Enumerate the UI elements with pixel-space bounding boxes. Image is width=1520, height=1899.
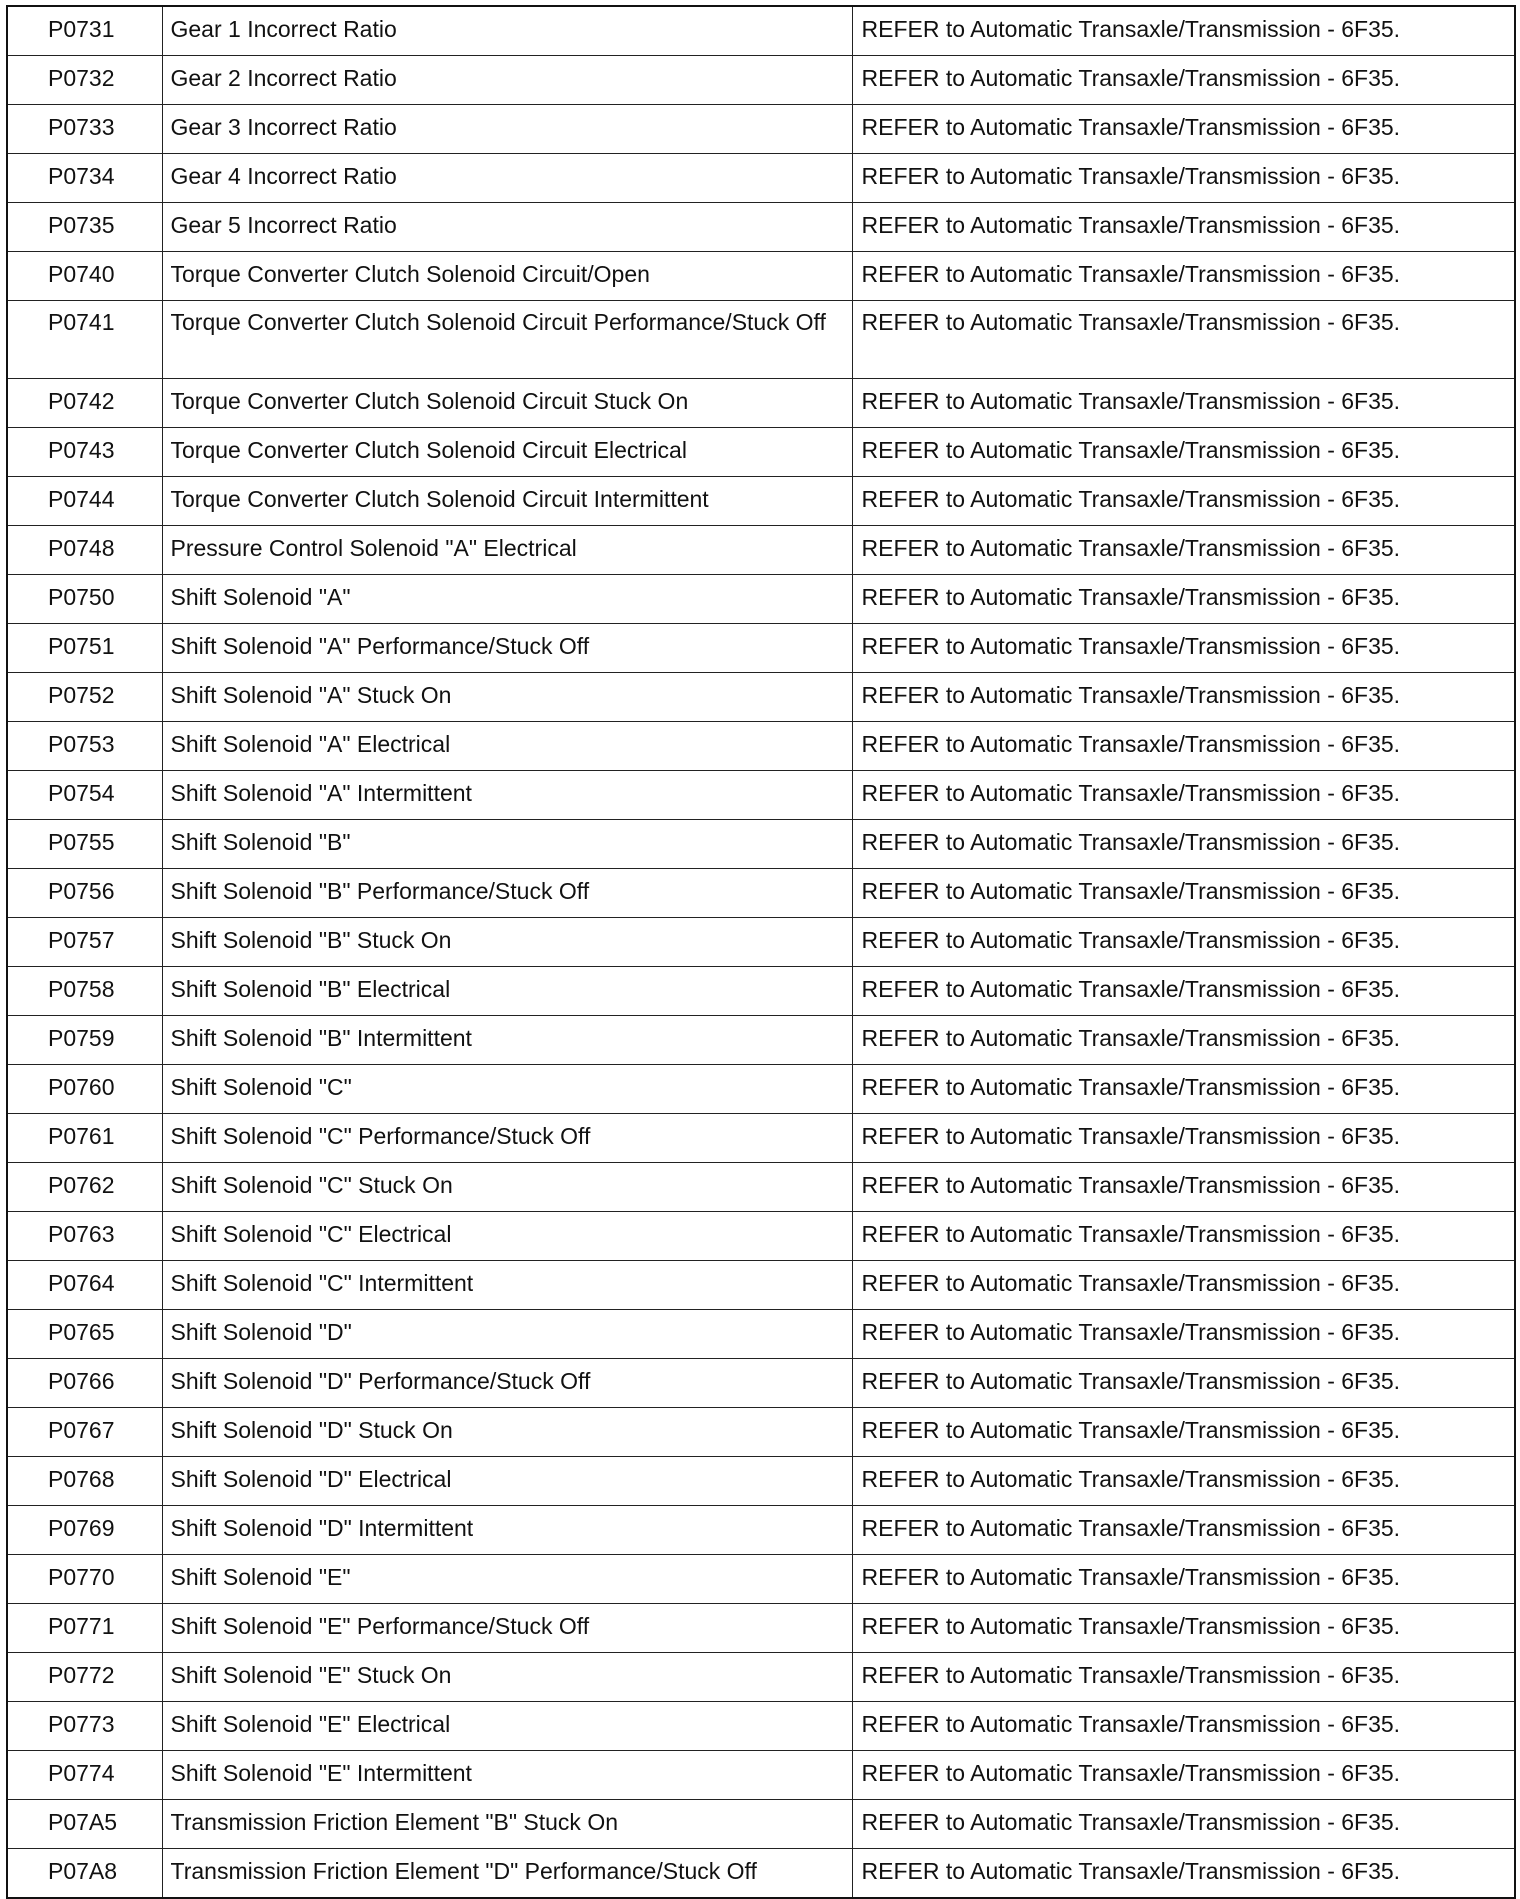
dtc-description-cell: Gear 4 Incorrect Ratio [162, 154, 852, 203]
table-row [7, 1849, 1515, 1899]
dtc-code-cell: P0735 [7, 203, 162, 252]
dtc-description-cell: Gear 3 Incorrect Ratio [162, 105, 852, 154]
dtc-code-cell: P0758 [7, 967, 162, 1016]
dtc-code-cell: P0772 [7, 1653, 162, 1702]
table-row [7, 624, 1515, 673]
table-row [7, 575, 1515, 624]
dtc-code-cell: P0750 [7, 575, 162, 624]
table-row [7, 673, 1515, 722]
dtc-action-cell: REFER to Automatic Transaxle/Transmission - 6F35. [852, 301, 1515, 379]
dtc-code-cell: P0759 [7, 1016, 162, 1065]
table-row [7, 1408, 1515, 1457]
table-row [7, 771, 1515, 820]
dtc-code-cell: P0766 [7, 1359, 162, 1408]
dtc-description-cell: Shift Solenoid "A" Electrical [162, 722, 852, 771]
table-row [7, 918, 1515, 967]
dtc-description-cell: Torque Converter Clutch Solenoid Circuit Electrical [162, 428, 852, 477]
dtc-description-cell: Shift Solenoid "B" [162, 820, 852, 869]
table-row [7, 105, 1515, 154]
dtc-action-cell: REFER to Automatic Transaxle/Transmission - 6F35. [852, 1212, 1515, 1261]
dtc-description-cell: Shift Solenoid "D" Electrical [162, 1457, 852, 1506]
table-row [7, 869, 1515, 918]
dtc-code-cell: P0743 [7, 428, 162, 477]
document-page [6, 5, 1514, 1884]
dtc-table-body [7, 6, 1515, 1898]
dtc-action-cell: REFER to Automatic Transaxle/Transmission - 6F35. [852, 526, 1515, 575]
dtc-code-cell: P0741 [7, 301, 162, 379]
dtc-description-cell: Shift Solenoid "C" Electrical [162, 1212, 852, 1261]
dtc-description-cell: Shift Solenoid "C" Intermittent [162, 1261, 852, 1310]
dtc-code-cell: P0740 [7, 252, 162, 301]
dtc-action-cell: REFER to Automatic Transaxle/Transmission - 6F35. [852, 1751, 1515, 1800]
dtc-description-cell: Pressure Control Solenoid "A" Electrical [162, 526, 852, 575]
dtc-description-cell: Gear 1 Incorrect Ratio [162, 6, 852, 56]
dtc-code-cell: P0761 [7, 1114, 162, 1163]
dtc-code-cell: P0767 [7, 1408, 162, 1457]
dtc-description-cell: Torque Converter Clutch Solenoid Circuit Intermittent [162, 477, 852, 526]
dtc-code-cell: P0768 [7, 1457, 162, 1506]
table-row [7, 154, 1515, 203]
dtc-description-cell: Shift Solenoid "B" Performance/Stuck Off [162, 869, 852, 918]
dtc-action-cell: REFER to Automatic Transaxle/Transmission - 6F35. [852, 1016, 1515, 1065]
dtc-action-cell: REFER to Automatic Transaxle/Transmission - 6F35. [852, 624, 1515, 673]
dtc-action-cell: REFER to Automatic Transaxle/Transmission - 6F35. [852, 1114, 1515, 1163]
dtc-description-cell: Shift Solenoid "B" Electrical [162, 967, 852, 1016]
dtc-action-cell: REFER to Automatic Transaxle/Transmission - 6F35. [852, 1457, 1515, 1506]
table-row [7, 1702, 1515, 1751]
dtc-code-cell: P0774 [7, 1751, 162, 1800]
table-row [7, 967, 1515, 1016]
dtc-code-cell: P0733 [7, 105, 162, 154]
dtc-description-cell: Shift Solenoid "E" Electrical [162, 1702, 852, 1751]
dtc-code-cell: P0771 [7, 1604, 162, 1653]
table-row [7, 1163, 1515, 1212]
dtc-description-cell: Shift Solenoid "C" Performance/Stuck Off [162, 1114, 852, 1163]
dtc-description-cell: Torque Converter Clutch Solenoid Circuit Stuck On [162, 379, 852, 428]
table-row [7, 252, 1515, 301]
dtc-description-cell: Shift Solenoid "A" Stuck On [162, 673, 852, 722]
dtc-action-cell: REFER to Automatic Transaxle/Transmission - 6F35. [852, 722, 1515, 771]
dtc-description-cell: Transmission Friction Element "B" Stuck On [162, 1800, 852, 1849]
table-row [7, 477, 1515, 526]
dtc-action-cell: REFER to Automatic Transaxle/Transmission - 6F35. [852, 1408, 1515, 1457]
dtc-code-cell: P0731 [7, 6, 162, 56]
dtc-code-cell: P0744 [7, 477, 162, 526]
dtc-action-cell: REFER to Automatic Transaxle/Transmission - 6F35. [852, 1800, 1515, 1849]
dtc-description-cell: Shift Solenoid "A" Performance/Stuck Off [162, 624, 852, 673]
table-row [7, 1800, 1515, 1849]
table-row [7, 56, 1515, 105]
dtc-action-cell: REFER to Automatic Transaxle/Transmission - 6F35. [852, 1261, 1515, 1310]
dtc-action-cell: REFER to Automatic Transaxle/Transmission - 6F35. [852, 1163, 1515, 1212]
dtc-description-cell: Shift Solenoid "B" Intermittent [162, 1016, 852, 1065]
table-row [7, 428, 1515, 477]
dtc-code-cell: P0762 [7, 1163, 162, 1212]
table-row [7, 1114, 1515, 1163]
dtc-action-cell: REFER to Automatic Transaxle/Transmission - 6F35. [852, 575, 1515, 624]
dtc-description-cell: Shift Solenoid "C" Stuck On [162, 1163, 852, 1212]
dtc-code-cell: P0764 [7, 1261, 162, 1310]
dtc-description-cell: Shift Solenoid "D" Stuck On [162, 1408, 852, 1457]
dtc-action-cell: REFER to Automatic Transaxle/Transmission - 6F35. [852, 1653, 1515, 1702]
dtc-code-cell: P07A8 [7, 1849, 162, 1899]
dtc-code-cell: P0742 [7, 379, 162, 428]
dtc-description-cell: Transmission Friction Element "D" Performance/Stuck Off [162, 1849, 852, 1899]
dtc-code-cell: P0732 [7, 56, 162, 105]
table-row [7, 6, 1515, 56]
dtc-action-cell: REFER to Automatic Transaxle/Transmission - 6F35. [852, 820, 1515, 869]
table-row [7, 1359, 1515, 1408]
dtc-action-cell: REFER to Automatic Transaxle/Transmission - 6F35. [852, 203, 1515, 252]
dtc-code-cell: P0754 [7, 771, 162, 820]
dtc-description-cell: Shift Solenoid "A" [162, 575, 852, 624]
dtc-table [6, 5, 1516, 1899]
table-row [7, 379, 1515, 428]
dtc-code-cell: P0769 [7, 1506, 162, 1555]
dtc-code-cell: P0763 [7, 1212, 162, 1261]
table-row [7, 820, 1515, 869]
dtc-description-cell: Shift Solenoid "E" Performance/Stuck Off [162, 1604, 852, 1653]
dtc-code-cell: P0752 [7, 673, 162, 722]
dtc-action-cell: REFER to Automatic Transaxle/Transmission - 6F35. [852, 967, 1515, 1016]
table-row [7, 1212, 1515, 1261]
table-row [7, 203, 1515, 252]
dtc-action-cell: REFER to Automatic Transaxle/Transmission - 6F35. [852, 673, 1515, 722]
dtc-action-cell: REFER to Automatic Transaxle/Transmission - 6F35. [852, 1604, 1515, 1653]
dtc-action-cell: REFER to Automatic Transaxle/Transmission - 6F35. [852, 918, 1515, 967]
dtc-code-cell: P0765 [7, 1310, 162, 1359]
table-row [7, 722, 1515, 771]
dtc-code-cell: P0770 [7, 1555, 162, 1604]
table-row [7, 1310, 1515, 1359]
dtc-action-cell: REFER to Automatic Transaxle/Transmission - 6F35. [852, 252, 1515, 301]
dtc-description-cell: Shift Solenoid "E" Stuck On [162, 1653, 852, 1702]
dtc-action-cell: REFER to Automatic Transaxle/Transmission - 6F35. [852, 1555, 1515, 1604]
table-row [7, 1506, 1515, 1555]
dtc-action-cell: REFER to Automatic Transaxle/Transmission - 6F35. [852, 1702, 1515, 1751]
dtc-action-cell: REFER to Automatic Transaxle/Transmission - 6F35. [852, 869, 1515, 918]
dtc-description-cell: Shift Solenoid "E" Intermittent [162, 1751, 852, 1800]
dtc-code-cell: P07A5 [7, 1800, 162, 1849]
dtc-code-cell: P0773 [7, 1702, 162, 1751]
dtc-description-cell: Shift Solenoid "C" [162, 1065, 852, 1114]
dtc-action-cell: REFER to Automatic Transaxle/Transmission - 6F35. [852, 105, 1515, 154]
dtc-action-cell: REFER to Automatic Transaxle/Transmission - 6F35. [852, 56, 1515, 105]
table-row [7, 526, 1515, 575]
dtc-description-cell: Shift Solenoid "D" Intermittent [162, 1506, 852, 1555]
dtc-action-cell: REFER to Automatic Transaxle/Transmission - 6F35. [852, 428, 1515, 477]
dtc-code-cell: P0760 [7, 1065, 162, 1114]
dtc-action-cell: REFER to Automatic Transaxle/Transmission - 6F35. [852, 154, 1515, 203]
table-row [7, 1604, 1515, 1653]
table-row [7, 1555, 1515, 1604]
table-row [7, 1653, 1515, 1702]
dtc-code-cell: P0748 [7, 526, 162, 575]
table-row [7, 1457, 1515, 1506]
dtc-description-cell: Shift Solenoid "E" [162, 1555, 852, 1604]
dtc-code-cell: P0756 [7, 869, 162, 918]
dtc-description-cell: Torque Converter Clutch Solenoid Circuit/Open [162, 252, 852, 301]
dtc-description-cell: Gear 5 Incorrect Ratio [162, 203, 852, 252]
dtc-description-cell: Torque Converter Clutch Solenoid Circuit Performance/Stuck Off [162, 301, 852, 379]
dtc-code-cell: P0753 [7, 722, 162, 771]
dtc-description-cell: Gear 2 Incorrect Ratio [162, 56, 852, 105]
dtc-action-cell: REFER to Automatic Transaxle/Transmission - 6F35. [852, 1065, 1515, 1114]
dtc-description-cell: Shift Solenoid "D" Performance/Stuck Off [162, 1359, 852, 1408]
dtc-code-cell: P0755 [7, 820, 162, 869]
dtc-code-cell: P0757 [7, 918, 162, 967]
table-row [7, 1751, 1515, 1800]
table-row [7, 1016, 1515, 1065]
dtc-description-cell: Shift Solenoid "B" Stuck On [162, 918, 852, 967]
dtc-action-cell: REFER to Automatic Transaxle/Transmission - 6F35. [852, 1359, 1515, 1408]
dtc-action-cell: REFER to Automatic Transaxle/Transmission - 6F35. [852, 6, 1515, 56]
table-row [7, 301, 1515, 379]
dtc-description-cell: Shift Solenoid "D" [162, 1310, 852, 1359]
dtc-action-cell: REFER to Automatic Transaxle/Transmission - 6F35. [852, 379, 1515, 428]
dtc-action-cell: REFER to Automatic Transaxle/Transmission - 6F35. [852, 1849, 1515, 1899]
table-row [7, 1261, 1515, 1310]
dtc-action-cell: REFER to Automatic Transaxle/Transmission - 6F35. [852, 477, 1515, 526]
dtc-action-cell: REFER to Automatic Transaxle/Transmission - 6F35. [852, 1506, 1515, 1555]
dtc-action-cell: REFER to Automatic Transaxle/Transmission - 6F35. [852, 1310, 1515, 1359]
dtc-code-cell: P0734 [7, 154, 162, 203]
dtc-code-cell: P0751 [7, 624, 162, 673]
dtc-description-cell: Shift Solenoid "A" Intermittent [162, 771, 852, 820]
dtc-action-cell: REFER to Automatic Transaxle/Transmission - 6F35. [852, 771, 1515, 820]
table-row [7, 1065, 1515, 1114]
